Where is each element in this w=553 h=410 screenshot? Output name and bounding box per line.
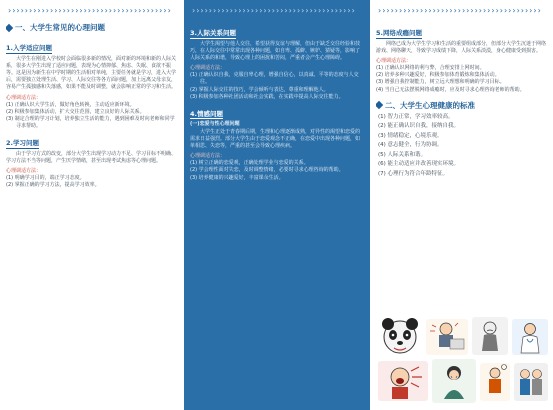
diamond-icon <box>376 101 383 109</box>
section-heading-2 <box>376 100 547 111</box>
subheading-emotion: 4.情感问题 <box>190 109 223 118</box>
middle-panel <box>184 0 370 410</box>
middle-content <box>190 20 364 406</box>
paragraph-love: 大学生正处于青春期后期，生理和心理逐渐成熟，对异性的渴望和恋爱的需求日益强烈。部分大学生由于恋爱观念不正确，在恋爱中出现各种问题，如单相思、失恋等，严重的甚至会导致心理疾病。 <box>190 128 361 150</box>
chevron-border: ››››››››››››››››››››››››››››››››››››››› <box>8 6 172 15</box>
stressed-person-illustration <box>426 319 468 355</box>
adjust-label: 心理调适方法： <box>6 168 42 175</box>
standard-item: (4) 意志健全，行为协调。 <box>378 142 443 149</box>
chevron-border: ››››››››››››››››››››››››››››››››››››››› <box>378 6 542 15</box>
adjust-label: 心理调适方法： <box>376 57 412 64</box>
subheading-love: (一)恋爱与性心理问题 <box>190 121 240 128</box>
standard-item: (6) 能主动适应并改善现实环境。 <box>378 161 460 168</box>
chevron-border: ››››››››››››››››››››››››››››››››››››››› <box>192 6 356 15</box>
depressed-girl-illustration <box>432 359 476 403</box>
standard-item: (7) 心理行为符合年龄特征。 <box>378 170 449 177</box>
sad-figure-illustration <box>472 317 508 355</box>
thinking-figure-illustration <box>480 363 510 401</box>
standard-item: (1) 智力正常，学习效率较高。 <box>378 113 454 120</box>
list-item: (3) 增强自我控制能力，树立远大理想和明确的学习目标。 <box>376 79 505 86</box>
adjust-label: 心理调适方法： <box>190 153 226 160</box>
list-item: (2) 掌握人际交往的技巧，学会倾听与表达，尊重和理解他人。 <box>190 86 329 93</box>
standard-item: (3) 情绪稳定，心境乐观。 <box>378 132 443 139</box>
list-item: (2) 学会理性面对失恋，及时调整情绪，必要时寻求心理咨询的帮助。 <box>190 167 344 174</box>
adjust-label: 心理调适方法： <box>190 65 226 72</box>
section-title-1: 一、大学生常见的心理问题 <box>15 23 105 32</box>
shouting-person-illustration <box>378 361 428 401</box>
list-item: (2) 培养多种兴趣爱好，积极参加体育锻炼和集体活动。 <box>376 72 500 79</box>
two-people-illustration <box>514 363 548 401</box>
diamond-icon <box>6 23 13 31</box>
doctor-illustration <box>512 319 548 355</box>
list-item: (1) 正确认识自我，克服自卑心理，增强自信心，以真诚、平等的态度与人交往。 <box>190 72 359 86</box>
section-heading-1 <box>6 22 178 33</box>
standard-item: (2) 能正确认识自我，接纳自我。 <box>378 123 460 130</box>
standard-item: (5) 人际关系和谐。 <box>378 151 427 158</box>
list-item: (2) 积极参加集体活动，扩大交往范围，建立良好的人际关系。 <box>6 108 145 115</box>
paragraph-adaptation: 大学生在刚进入学校时会面临很多新的情况，面对新的环境和新的人际关系，很多大学生出现了适应问题，表现为心情抑郁、焦虑、失眠、食欲不振等。这是因为新生在中学时期的生活相对单纯，主要任务就是学习，进入大学后，需要独立处理生活、学习、人际交往等各方面问题，加上远离父母亲友，容易产生孤独感和失落感，如果不能及时调整，就会影响正常的学习和生活。 <box>6 55 177 91</box>
right-panel <box>370 0 553 410</box>
paragraph-study: 由于学习方式的改变，部分大学生出现学习动力不足、学习目标不明确、学习方法不当等问题，产生厌学情绪，甚至出现考试焦虑等心理问题。 <box>6 150 177 165</box>
subheading-internet: 5.网络成瘾问题 <box>376 29 422 37</box>
list-item: (1) 明确学习目的，端正学习态度。 <box>6 175 85 182</box>
paragraph-internet: 网络已成为大学生学习和生活的重要组成部分，但部分大学生沉迷于网络游戏、网络聊天，导致学习成绩下降，人际关系淡漠，身心健康受到损害。 <box>376 40 547 54</box>
section-title-2: 二、大学生心理健康的标准 <box>385 100 475 110</box>
panda-illustration <box>378 315 422 357</box>
adjust-label: 心理调适方法： <box>6 94 42 101</box>
list-item: (3) 积极参加各种社团活动和社会实践，在实践中提高人际交往能力。 <box>190 93 344 100</box>
list-item: (1) 正确认识大学生活，做好角色转换，主动适应新环境。 <box>6 101 135 108</box>
paragraph-relationships: 大学生渴望与他人交往，希望获得友谊与理解，但由于缺乏交往经验和技巧，在人际交往中常常出现各种问题，如自卑、孤僻、嫉妒、猜疑等，影响了人际关系的和谐，导致心理上的困扰和苦闷，严重者会产生心理障碍。 <box>190 40 361 61</box>
right-content <box>376 20 547 310</box>
list-item: (1) 树立正确的恋爱观，正确处理学业与恋爱的关系。 <box>190 160 309 167</box>
left-content <box>6 20 178 406</box>
subheading-study: 2.学习问题 <box>6 139 39 148</box>
list-item: (3) 制定合理的学习计划，培养独立生活的能力，遇到困难及时向老师和同学寻求帮助。 <box>6 115 175 130</box>
list-item: (3) 培养健康的兴趣爱好，丰富课余生活。 <box>190 174 284 181</box>
list-item: (1) 正确认识网络的利与弊，合理安排上网时间。 <box>376 64 485 71</box>
list-item: (2) 掌握正确的学习方法，提高学习效率。 <box>6 182 100 189</box>
list-item: (4) 当自己无法摆脱网络成瘾时，应及时寻求心理咨询老师的帮助。 <box>376 86 525 93</box>
left-panel <box>0 0 184 410</box>
subheading-relationships: 3.人际关系问题 <box>190 29 236 37</box>
subheading-adaptation: 1.入学适应问题 <box>6 44 52 52</box>
illustrations <box>376 315 547 405</box>
